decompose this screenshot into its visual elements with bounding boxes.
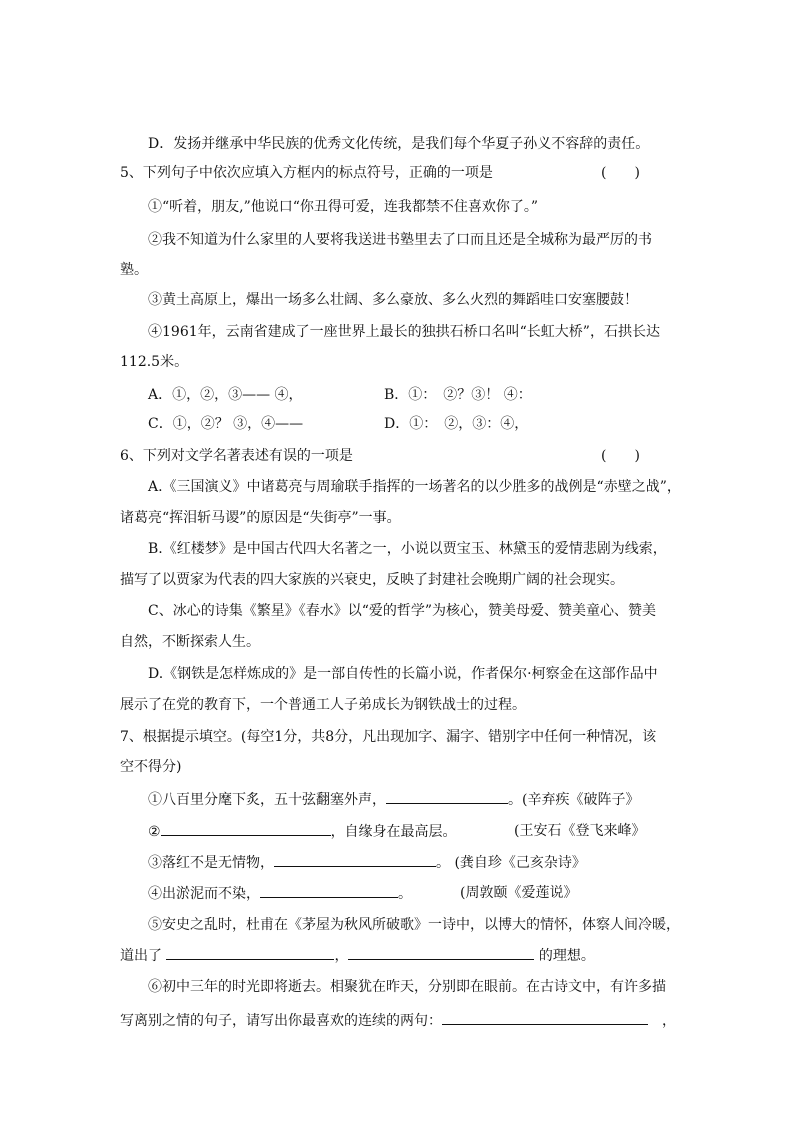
- fill-item-5-line-1: ⑤安史之乱时，杜甫在《茅屋为秋风所破歌》一诗中，以博大的情怀，体察人间冷暖，: [148, 917, 680, 933]
- item-text: ①八百里分麾下炙，五十弦翻塞外声，: [148, 792, 386, 808]
- option-c-line-2: 自然，不断探索人生。: [120, 634, 260, 650]
- question-stem: 6、下列对文学名著表述有误的一项是: [120, 448, 353, 464]
- question-4-option-d: D．发扬并继承中华民族的优秀文化传统，是我们每个华夏子孙义不容辞的责任。: [148, 136, 650, 152]
- sentence-2-line-2: 塾。: [120, 262, 148, 278]
- question-stem: 5、下列句子中依次应填入方框内的标点符号，正确的一项是: [120, 165, 493, 181]
- option-a-line-2: 诸葛亮“挥泪斩马谡”的原因是“失街亭”一事。: [120, 510, 401, 526]
- option-c: C．①，②？ ③，④——: [148, 416, 304, 432]
- answer-blank[interactable]: [348, 945, 534, 960]
- sentence-1: ①“听着，朋友,”他说口“你丑得可爱，连我都禁不住喜欢你了。”: [148, 199, 539, 215]
- sentence-4-line-2: 112.5米。: [120, 354, 189, 370]
- option-d-line-1: D.《钢铁是怎样炼成的》是一部自传性的长篇小说，作者保尔·柯察金在这部作品中: [148, 666, 658, 682]
- option-c-line-1: C、冰心的诗集《繁星》《春水》以“爱的哲学”为核心，赞美母爱、赞美童心、赞美: [148, 603, 657, 619]
- fill-item-2: [148, 821, 457, 842]
- option-d: D．①： ②，③：④，: [384, 416, 529, 432]
- item-text: ④出淤泥而不染，: [148, 886, 260, 902]
- fill-item-6-line-2: [120, 1010, 676, 1031]
- question-stem-line-2: 空不得分): [120, 759, 182, 775]
- sentence-4-line-1: ④1961年，云南省建成了一座世界上最长的独拱石桥口名叫“长虹大桥”，石拱长达: [148, 324, 660, 340]
- option-a-line-1: A.《三国演义》中诸葛亮与周瑜联手指挥的一场著名的以少胜多的战例是“赤壁之战”，: [148, 479, 681, 495]
- answer-parentheses: ( ): [601, 448, 640, 464]
- item-source: 。 (龚自珍《己亥杂诗》: [436, 855, 586, 871]
- item-source: 。(辛弃疾《破阵子》: [508, 792, 640, 808]
- answer-blank[interactable]: [274, 852, 436, 867]
- item-4-source: (周敦颐《爱莲说》: [460, 885, 578, 901]
- item-text: ，: [334, 948, 349, 964]
- item-2-source: (王安石《登飞来峰》: [514, 823, 646, 839]
- option-b: B．①： ②？③！ ④：: [384, 387, 532, 403]
- item-text: 的理想。: [534, 948, 595, 964]
- option-b-line-1: B.《红楼梦》是中国古代四大名著之一，小说以贾宝玉、林黛玉的爱情悲剧为线索，: [148, 541, 667, 557]
- answer-parentheses: ( ): [601, 165, 640, 181]
- answer-blank[interactable]: [386, 789, 508, 804]
- item-text: 道出了: [120, 948, 167, 964]
- question-stem-line-1: 7、根据提示填空。(每空1分，共8分，凡出现加字、漏字、错别字中任何一种情况，该: [120, 729, 657, 745]
- item-text: ，: [662, 1013, 676, 1029]
- option-d-line-2: 展示了在党的教育下，一个普通工人子弟成长为钢铁战士的过程。: [120, 697, 526, 713]
- fill-item-3: [148, 852, 586, 873]
- answer-blank[interactable]: [166, 945, 334, 960]
- sentence-3: ③黄土高原上，爆出一场多么壮阔、多么豪放、多么火烈的舞蹈哇口安塞腰鼓！: [148, 292, 638, 308]
- option-a: A．①，②，③—— ④，: [148, 387, 303, 403]
- item-text: 。: [398, 886, 412, 902]
- item-text: 写离别之情的句子，请写出你最喜欢的连续的两句：: [120, 1013, 442, 1029]
- answer-blank[interactable]: [260, 883, 398, 898]
- fill-item-5-line-2: [120, 945, 595, 966]
- item-text: ③落红不是无情物，: [148, 855, 274, 871]
- item-text: ②: [148, 824, 161, 840]
- answer-blank[interactable]: [442, 1010, 648, 1025]
- fill-item-1: [148, 789, 639, 810]
- item-text: ，自缘身在最高层。: [330, 824, 457, 840]
- fill-item-4: [148, 883, 412, 904]
- answer-blank[interactable]: [161, 821, 331, 836]
- sentence-2-line-1: ②我不知道为什么家里的人要将我送进书塾里去了口而且还是全城称为最严厉的书: [148, 232, 652, 248]
- fill-item-6-line-1: ⑥初中三年的时光即将逝去。相聚犹在昨天，分别即在眼前。在古诗文中，有许多描: [148, 979, 666, 995]
- option-b-line-2: 描写了以贾家为代表的四大家族的兴衰史，反映了封建社会晚期广阔的社会现实。: [120, 572, 624, 588]
